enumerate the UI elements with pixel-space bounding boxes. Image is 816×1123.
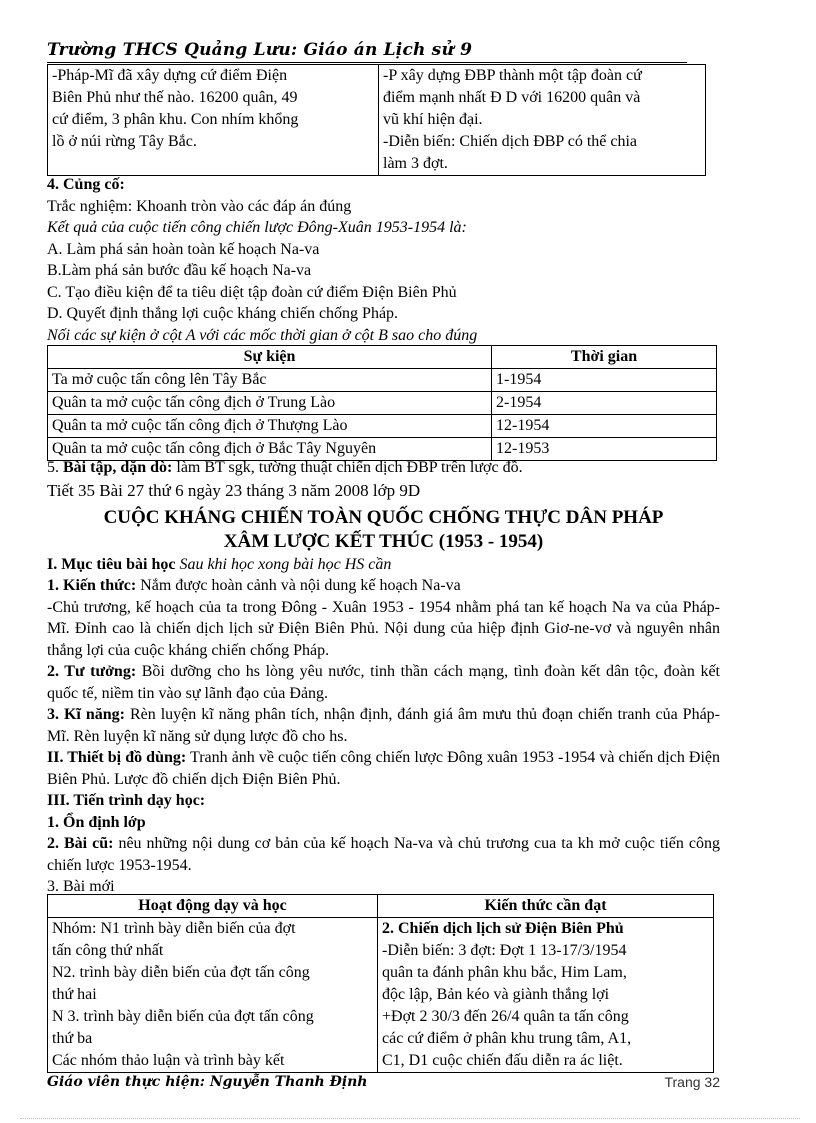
text-line: lồ ở núi rừng Tây Bắc.: [52, 133, 197, 150]
equipment-para: II. Thiết bị đồ dùng: Tranh ảnh về cuộc tiến công chiến lược Đông xuân 1953 -1954 và chiến dịch Điện Biên Phủ. Lược đồ chiến dịch Điện Biên Phủ.: [47, 749, 720, 788]
table-row: [48, 369, 717, 392]
text-line: Các nhóm thảo luận và trình bày kết: [52, 1052, 285, 1069]
time-cell: 12-1954: [492, 415, 717, 438]
table-row: [48, 392, 717, 415]
top-table: [47, 64, 706, 176]
match-table: [47, 345, 717, 461]
text-line: tấn công thứ nhất: [52, 942, 164, 959]
match-header-time: Thời gian: [492, 346, 717, 369]
step2-para: 2. Bài cũ: nêu những nội dung cơ bản của kế hoạch Na-va và chủ trương cua ta kh mở cuộc tiến công chiến lược 1953-1954.: [47, 835, 720, 874]
time-cell: 2-1954: [492, 392, 717, 415]
text-line: làm 3 đợt.: [383, 155, 448, 172]
text-line: C1, D1 cuộc chiến đấu diễn ra ác liệt.: [382, 1052, 623, 1069]
text-line: thứ ba: [52, 1030, 93, 1047]
text-line: Biên Phủ như thế nào. 16200 quân, 49: [52, 89, 298, 106]
step3-line: 3. Bài mới: [47, 878, 115, 895]
lesson-line: Tiết 35 Bài 27 thứ 6 ngày 23 tháng 3 năm 2008 lớp 9D: [47, 480, 421, 500]
knowledge-para: -Chủ trương, kế hoạch của ta trong Đông - Xuân 1953 - 1954 nhằm phá tan kế hoạch Na va của Pháp- Mĩ. Đỉnh cao là chiến dịch lịch sử Điện Biên Phủ. Nội dung của hiệp định Giơ-ne-vơ và nguyên nhân thắng lợi của cuộc kháng chiến chống Pháp.: [47, 598, 720, 659]
lesson-header-activity: Hoạt động dạy và học: [48, 895, 378, 918]
section-heading: 2. Chiến dịch lịch sử Điện Biên Phủ: [382, 920, 624, 937]
text-line: điểm mạnh nhất Đ D với 16200 quân và: [383, 89, 641, 106]
match-intro: Nối các sự kiện ở cột A với các mốc thời gian ở cột B sao cho đúng: [47, 326, 478, 344]
consolidate-heading: 4. Củng cố:: [47, 176, 125, 193]
teacher-signature: Giáo viên thực hiện: Nguyễn Thanh Định: [47, 1074, 368, 1090]
top-table-left-cell: [48, 65, 379, 176]
text-line: N2. trình bày diễn biến của đợt tấn công: [52, 964, 310, 981]
text-line: +Đợt 2 30/3 đến 26/4 quân ta tấn công: [382, 1008, 629, 1025]
skills-para: 3. Kĩ năng: Rèn luyện kĩ năng phân tích, nhận định, đánh giá âm mưu thủ đoạn chiến tranh của Pháp-Mĩ. Rèn luyện kĩ năng sử dụng lược đồ cho hs.: [47, 706, 721, 745]
lesson-table: [47, 894, 714, 1073]
activity-cell: [48, 918, 378, 1073]
top-table-right-cell: [379, 65, 706, 176]
knowledge-cell: [378, 918, 714, 1073]
text-line: -Diễn biến: Chiến dịch ĐBP có thể chia: [383, 133, 638, 150]
quiz-option: A. Làm phá sản hoàn toàn kế hoạch Na-va: [47, 240, 320, 258]
text-line: thứ hai: [52, 986, 97, 1003]
text-line: -Pháp-Mĩ đã xây dựng cứ điểm Điện: [52, 67, 288, 84]
bottom-divider: [20, 1118, 800, 1119]
homework-line: 5. Bài tập, dặn dò: làm BT sgk, tường thuật chiến dịch ĐBP trên lược đồ.: [47, 459, 523, 476]
time-cell: 12-1953: [492, 438, 717, 461]
objectives-line: I. Mục tiêu bài học Sau khi học xong bài học HS cần: [47, 555, 392, 573]
lesson-header-knowledge: Kiến thức cần đạt: [378, 895, 714, 918]
event-cell: Quân ta mở cuộc tấn công địch ở Thượng Lào: [48, 415, 492, 438]
homework-label: Bài tập, dặn dò:: [63, 459, 173, 476]
text-line: N 3. trình bày diễn biến của đợt tấn công: [52, 1008, 314, 1025]
time-cell: 1-1954: [492, 369, 717, 392]
header-text: Trường THCS Quảng Lưu: Giáo án Lịch sử 9: [47, 40, 473, 60]
quiz-option: C. Tạo điều kiện để ta tiêu diệt tập đoàn cứ điểm Điện Biên Phủ: [47, 283, 457, 301]
thought-para: 2. Tư tưởng: Bồi dưỡng cho hs lòng yêu nước, tinh thần cách mạng, tình đoàn kết dân tộc, đoàn kết quốc tế, niềm tin vào sự lãnh đạo của Đảng.: [47, 663, 721, 702]
text-line: quân ta đánh phân khu bắc, Him Lam,: [382, 964, 627, 981]
text-line: cứ điểm, 3 phân khu. Con nhím khổng: [52, 111, 299, 128]
text-line: vũ khí hiện đại.: [383, 111, 483, 128]
page-footer: [47, 1072, 720, 1096]
knowledge-line: 1. Kiến thức: Nắm được hoàn cảnh và nội dung kế hoạch Na-va: [47, 577, 461, 594]
text-line: -P xây dựng ĐBP thành một tập đoàn cứ: [383, 67, 642, 84]
text-line: -Diễn biến: 3 đợt: Đợt 1 13-17/3/1954: [382, 942, 627, 959]
event-cell: Ta mở cuộc tấn công lên Tây Bắc: [48, 369, 492, 392]
page-header: [47, 38, 687, 63]
text-line: độc lập, Bản kéo và giành thắng lợi: [382, 986, 610, 1003]
page-number: Trang 32: [664, 1074, 720, 1090]
match-header-event: Sự kiện: [48, 346, 492, 369]
quiz-option: D. Quyết định thắng lợi cuộc kháng chiến chống Pháp.: [47, 305, 399, 322]
quiz-question: Kết quả của cuộc tiến công chiến lược Đông-Xuân 1953-1954 là:: [47, 219, 467, 236]
text-line: Nhóm: N1 trình bày diễn biến của đợt: [52, 920, 296, 937]
event-cell: Quân ta mở cuộc tấn công địch ở Trung Lào: [48, 392, 492, 415]
event-cell: Quân ta mở cuộc tấn công địch ở Bắc Tây Nguyên: [48, 438, 492, 461]
lesson-title-1: CUỘC KHÁNG CHIẾN TOÀN QUỐC CHỐNG THỰC DÂN PHÁP: [103, 506, 664, 528]
quiz-option: B.Làm phá sản bước đầu kế hoạch Na-va: [47, 262, 312, 279]
process-heading: III. Tiến trình dạy học:: [47, 792, 206, 809]
step1-heading: 1. Ổn định lớp: [47, 813, 146, 831]
lesson-title-2: XÂM LƯỢC KẾT THÚC (1953 - 1954): [223, 530, 544, 552]
quiz-intro: Trắc nghiệm: Khoanh tròn vào các đáp án đúng: [47, 197, 352, 215]
table-row: [48, 415, 717, 438]
text-line: các cứ điểm ở phân khu trung tâm, A1,: [382, 1030, 632, 1047]
